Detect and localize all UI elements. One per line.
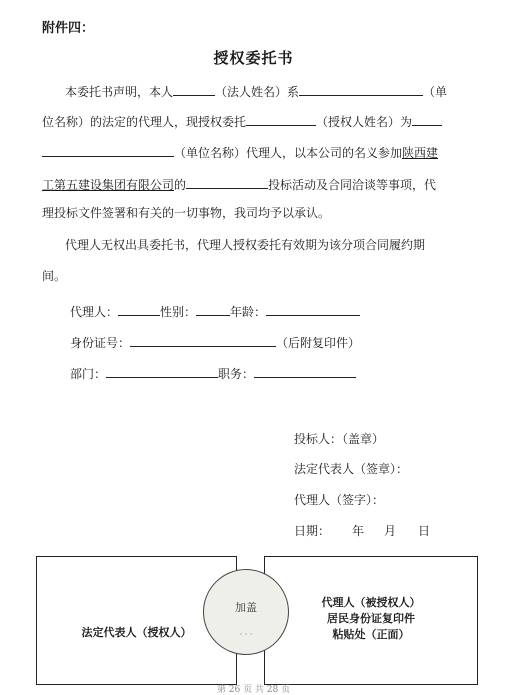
- para1-text-g: 陕西建: [402, 146, 439, 160]
- para2-text-a: 代理人无权出具委托书，代理人授权委托有效期为该分项合同履约期: [65, 238, 426, 252]
- day-label: 日: [418, 524, 431, 538]
- agent-label: 代理人：: [70, 305, 119, 319]
- page-footer: 第 26 页 共 28 页: [216, 685, 291, 695]
- agent-box-line2: 居民身份证复印件: [327, 612, 415, 625]
- month-label: 月: [384, 524, 397, 538]
- blank-project: [186, 175, 268, 189]
- para1-text-f: （单位名称）代理人，以本公司的名义参加: [174, 146, 403, 160]
- para1-text-i: 的: [174, 178, 187, 192]
- para2-line2: [42, 268, 66, 285]
- attachment-label: 附件四：: [42, 21, 95, 36]
- para1-line4: [42, 175, 436, 194]
- position-label: 职务：: [218, 367, 255, 381]
- para1-text-e: （授权人姓名）为: [316, 115, 413, 129]
- para1-line5: [42, 205, 330, 222]
- blank-unit-name-2: [42, 143, 174, 157]
- para1-line3: [42, 143, 438, 162]
- age-label: 年龄：: [230, 305, 267, 319]
- position-field[interactable]: [254, 364, 356, 378]
- gender-field[interactable]: [196, 302, 230, 316]
- seal-dots: · · ·: [239, 630, 253, 639]
- bidder-seal-label: 投标人：（盖章）: [294, 432, 385, 446]
- para1-text-j: 投标活动及合同洽谈等事项，代: [268, 178, 437, 192]
- age-field[interactable]: [266, 302, 360, 316]
- legal-rep-box-label: 法定代表人（授权人）: [81, 626, 192, 639]
- para1-text-a: 本委托书声明，本人: [65, 85, 174, 99]
- dept-field[interactable]: [106, 364, 218, 378]
- date-line: [294, 522, 430, 539]
- para2-line1: [65, 237, 425, 254]
- date-label: 日期：: [294, 524, 331, 538]
- dept-line: [70, 364, 356, 383]
- agent-name-field[interactable]: [118, 302, 160, 316]
- blank-for: [412, 112, 442, 126]
- year-label: 年: [352, 524, 365, 538]
- agent-box-line1: 代理人（被授权人）: [321, 596, 421, 609]
- para1-line2: [42, 112, 442, 131]
- para1-text-d: 位名称）的法定的代理人，现授权委托: [42, 115, 247, 129]
- gender-label: 性别：: [160, 305, 197, 319]
- agent-box-label: [265, 595, 477, 643]
- agent-fields-line: [70, 302, 360, 321]
- agent-id-box: [264, 556, 478, 685]
- para1-text-c: （单: [423, 85, 448, 99]
- para2-text-b: 间。: [42, 269, 67, 283]
- seal-stamp: [203, 569, 289, 655]
- id-number-field[interactable]: [130, 333, 276, 347]
- para1-line1: [65, 82, 447, 101]
- agent-sign-label: 代理人（签字）：: [294, 493, 385, 507]
- id-note: （后附复印件）: [276, 336, 361, 350]
- id-label: 身份证号：: [70, 336, 131, 350]
- blank-unit-name: [299, 82, 423, 96]
- document-title: 授权委托书: [213, 49, 294, 67]
- blank-legal-name: [173, 82, 215, 96]
- agent-box-line3: 粘贴处（正面）: [332, 628, 410, 641]
- para1-text-b: （法人姓名）系: [215, 85, 300, 99]
- blank-authorized-name: [246, 112, 316, 126]
- dept-label: 部门：: [70, 367, 107, 381]
- para1-text-k: 理投标文件签署和有关的一切事物，我司均予以承认。: [42, 206, 331, 220]
- seal-label: 加盖: [235, 601, 257, 614]
- legal-rep-sign-label: 法定代表人（签章）：: [294, 462, 409, 476]
- id-line: [70, 333, 360, 352]
- para1-text-h: 工第五建设集团有限公司: [42, 178, 175, 192]
